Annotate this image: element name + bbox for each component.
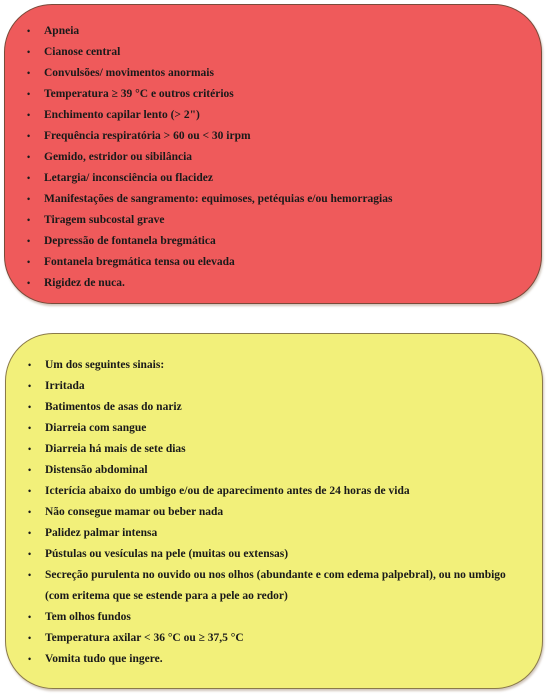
- bullet-icon: •: [27, 194, 31, 204]
- bullet-icon: •: [28, 654, 32, 664]
- list-item: [27, 189, 392, 210]
- bullet-icon: •: [27, 89, 31, 99]
- list-item: [28, 376, 506, 397]
- bullet-icon: •: [27, 257, 31, 267]
- yellow-alert-panel: [5, 333, 543, 689]
- list-item: [27, 147, 392, 168]
- bullet-icon: •: [28, 402, 32, 412]
- bullet-icon: •: [28, 507, 32, 517]
- list-item: [28, 628, 506, 649]
- red-signs-list: [27, 21, 392, 294]
- list-item: [27, 84, 392, 105]
- list-item-text: Diarreia há mais de sete dias: [45, 443, 186, 455]
- list-item-text: Vomita tudo que ingere.: [45, 653, 163, 665]
- list-item: [28, 460, 506, 481]
- list-item-text: Pústulas ou vesículas na pele (muitas ou extensas): [45, 548, 289, 560]
- bullet-icon: •: [27, 131, 31, 141]
- bullet-icon: •: [27, 26, 31, 36]
- bullet-icon: •: [28, 528, 32, 538]
- list-item: [27, 126, 392, 147]
- list-item-text: Irritada: [45, 380, 85, 392]
- list-item: [28, 502, 506, 523]
- list-item-text: Um dos seguintes sinais:: [45, 359, 165, 371]
- bullet-icon: •: [28, 570, 32, 580]
- list-item: [27, 273, 392, 294]
- list-item: [28, 397, 506, 418]
- list-item-text: Temperatura ≥ 39 °C e outros critérios: [44, 88, 234, 100]
- list-item-text: Secreção purulenta no ouvido ou nos olhos (abundante e com edema palpebral), ou no umbigo: [45, 569, 506, 581]
- list-item-text: Cianose central: [44, 46, 121, 58]
- list-item-text: Tem olhos fundos: [45, 611, 131, 623]
- list-item-text: Apneia: [44, 25, 80, 37]
- bullet-icon: •: [27, 47, 31, 57]
- list-item: [27, 42, 392, 63]
- list-item-text: Diarreia com sangue: [45, 422, 147, 434]
- bullet-icon: •: [27, 236, 31, 246]
- list-item-text: Manifestações de sangramento: equimoses, petéquias e/ou hemorragias: [44, 193, 393, 205]
- list-item-text: Frequência respiratória > 60 ou < 30 irpm: [44, 130, 251, 142]
- bullet-icon: •: [28, 465, 32, 475]
- bullet-icon: •: [28, 549, 32, 559]
- bullet-icon: •: [27, 215, 31, 225]
- list-item-text: Tiragem subcostal grave: [44, 214, 165, 226]
- list-item: [28, 544, 506, 565]
- list-item-text: Icterícia abaixo do umbigo e/ou de aparecimento antes de 24 horas de vida: [45, 485, 410, 497]
- list-item: [28, 418, 506, 439]
- list-item: [27, 168, 392, 189]
- list-item: [28, 565, 506, 607]
- list-item-text: Palidez palmar intensa: [45, 527, 158, 539]
- bullet-icon: •: [27, 173, 31, 183]
- bullet-icon: •: [28, 633, 32, 643]
- red-alert-panel: [4, 4, 542, 304]
- bullet-icon: •: [28, 444, 32, 454]
- list-item-text: Letargia/ inconsciência ou flacidez: [44, 172, 213, 184]
- yellow-signs-list: [28, 355, 506, 670]
- list-item: [28, 607, 506, 628]
- bullet-icon: •: [28, 486, 32, 496]
- list-item: [28, 481, 506, 502]
- list-item: [27, 63, 392, 84]
- list-item: [27, 231, 392, 252]
- bullet-icon: •: [28, 381, 32, 391]
- bullet-icon: •: [28, 360, 32, 370]
- list-item-text: Gemido, estridor ou sibilância: [44, 151, 193, 163]
- list-item: [27, 21, 392, 42]
- list-item: [27, 105, 392, 126]
- bullet-icon: •: [27, 152, 31, 162]
- list-item-text: Não consegue mamar ou beber nada: [45, 506, 224, 518]
- list-item: [28, 649, 506, 670]
- bullet-icon: •: [27, 278, 31, 288]
- list-item: [27, 210, 392, 231]
- list-item: [28, 355, 506, 376]
- list-item-text-continuation: (com eritema que se estende para a pele ao redor): [45, 590, 288, 602]
- bullet-icon: •: [27, 68, 31, 78]
- list-item-text: Convulsões/ movimentos anormais: [44, 67, 214, 79]
- list-item-text: Fontanela bregmática tensa ou elevada: [44, 256, 235, 268]
- list-item: [27, 252, 392, 273]
- list-item: [28, 523, 506, 544]
- list-item-text: Distensão abdominal: [45, 464, 148, 476]
- list-item-text: Depressão de fontanela bregmática: [44, 235, 216, 247]
- bullet-icon: •: [28, 612, 32, 622]
- bullet-icon: •: [28, 423, 32, 433]
- list-item-text: Batimentos de asas do nariz: [45, 401, 182, 413]
- list-item-text: Enchimento capilar lento (> 2"): [44, 109, 200, 121]
- list-item: [28, 439, 506, 460]
- list-item-text: Rigidez de nuca.: [44, 277, 125, 289]
- bullet-icon: •: [27, 110, 31, 120]
- list-item-text: Temperatura axilar < 36 °C ou ≥ 37,5 °C: [45, 632, 244, 644]
